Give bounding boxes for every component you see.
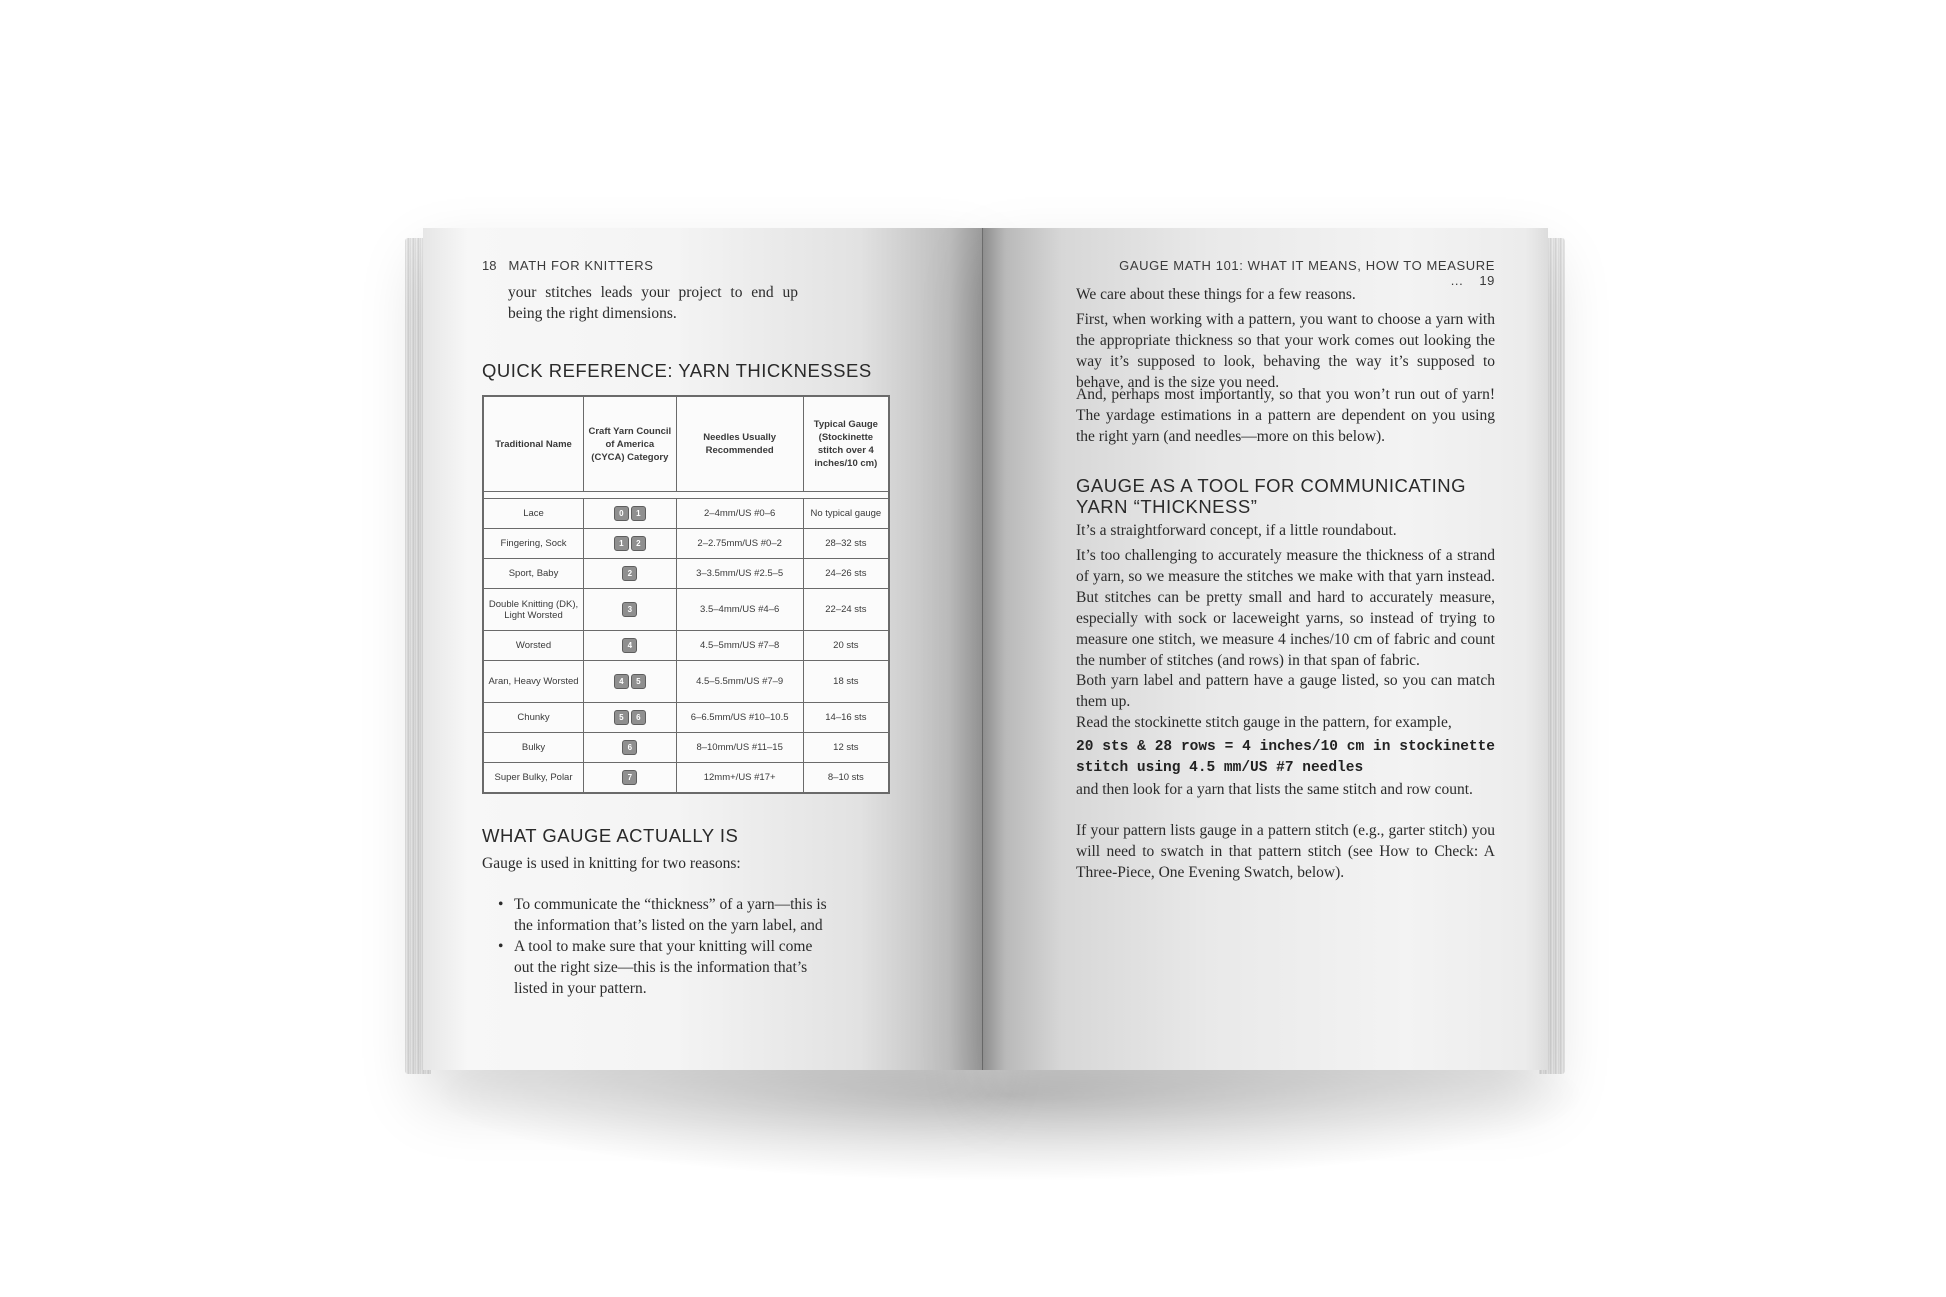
table-row [483, 589, 889, 631]
yarn-traditional-name: Lace [483, 499, 584, 529]
paragraph-first: First, when working with a pattern, you want to choose a yarn with the appropriate thickness so that your work comes out looking the way it’s supposed to look, behaving the way it’s supposed to behave, and is the size you need. [1076, 311, 1495, 391]
yarn-cyca-category [584, 589, 677, 631]
table-row [483, 763, 889, 794]
table-header-typical-gauge: Typical Gauge (Stockinette stitch over 4 inches/10 cm) [803, 396, 889, 492]
yarn-gauge: 20 sts [803, 631, 889, 661]
bullet-text-thickness: To communicate the “thickness” of a yarn—this is the information that’s listed on the yarn label, and [514, 896, 827, 934]
yarn-needles: 6–6.5mm/US #10–10.5 [676, 703, 803, 733]
yarn-needles: 3.5–4mm/US #4–6 [676, 589, 803, 631]
paragraph-match: Both yarn label and pattern have a gauge listed, so you can match them up. [1076, 672, 1495, 710]
yarn-needles: 12mm+/US #17+ [676, 763, 803, 794]
yarn-needles: 4.5–5mm/US #7–8 [676, 631, 803, 661]
yarn-needles: 2–4mm/US #0–6 [676, 499, 803, 529]
left-intro-paragraph: your stitches leads your project to end up being the right dimensions. [508, 284, 798, 322]
heading-yarn-thicknesses: QUICK REFERENCE: YARN THICKNESSES [482, 360, 872, 381]
yarn-weight-icon: 1 [614, 536, 629, 551]
yarn-gauge: 14–16 sts [803, 703, 889, 733]
yarn-needles: 2–2.75mm/US #0–2 [676, 529, 803, 559]
right-page [983, 228, 1548, 1070]
yarn-traditional-name: Worsted [483, 631, 584, 661]
table-header-traditional-name: Traditional Name [483, 396, 584, 492]
yarn-cyca-category [584, 499, 677, 529]
gauge-reasons-list [482, 894, 832, 999]
yarn-table-body [483, 492, 889, 794]
yarn-weight-icon: 3 [622, 602, 637, 617]
yarn-gauge: 18 sts [803, 661, 889, 703]
right-running-title: GAUGE MATH 101: WHAT IT MEANS, HOW TO MEASURE ... [1119, 258, 1495, 288]
heading-gauge-as-tool: GAUGE AS A TOOL FOR COMMUNICATING YARN “THICKNESS” [1076, 475, 1466, 517]
yarn-traditional-name: Chunky [483, 703, 584, 733]
heading-what-gauge-is: WHAT GAUGE ACTUALLY IS [482, 825, 739, 846]
yarn-traditional-name: Bulky [483, 733, 584, 763]
yarn-gauge: 22–24 sts [803, 589, 889, 631]
yarn-cyca-category [584, 661, 677, 703]
yarn-needles: 8–10mm/US #11–15 [676, 733, 803, 763]
yarn-weight-icon: 2 [622, 566, 637, 581]
left-running-title: MATH FOR KNITTERS [508, 258, 654, 273]
paragraph-reasons: We care about these things for a few reasons. [1076, 286, 1356, 303]
table-row [483, 529, 889, 559]
paragraph-concept: It’s a straightforward concept, if a little roundabout. [1076, 522, 1397, 539]
paragraph-read-gauge: Read the stockinette stitch gauge in the pattern, for example, [1076, 714, 1452, 731]
right-page-number: 19 [1479, 273, 1495, 288]
yarn-gauge: 8–10 sts [803, 763, 889, 794]
yarn-weight-icon: 0 [614, 506, 629, 521]
yarn-weight-icon: 5 [631, 674, 646, 689]
yarn-traditional-name: Aran, Heavy Worsted [483, 661, 584, 703]
table-row [483, 733, 889, 763]
left-page-number: 18 [482, 258, 497, 273]
paragraph-pattern-stitch: If your pattern lists gauge in a pattern stitch (e.g., garter stitch) you will need to swatch in that pattern stitch (see How to Check: A Three-Piece, One Evening Swatch, below). [1076, 822, 1495, 881]
yarn-thickness-table [482, 395, 890, 794]
table-row [483, 661, 889, 703]
yarn-cyca-category [584, 763, 677, 794]
yarn-gauge: 28–32 sts [803, 529, 889, 559]
paragraph-yarn-lookup: and then look for a yarn that lists the same stitch and row count. [1076, 781, 1473, 798]
yarn-cyca-category [584, 559, 677, 589]
yarn-cyca-category [584, 529, 677, 559]
yarn-traditional-name: Super Bulky, Polar [483, 763, 584, 794]
yarn-cyca-category [584, 733, 677, 763]
yarn-weight-icon: 4 [614, 674, 629, 689]
yarn-weight-icon: 6 [631, 710, 646, 725]
yarn-weight-icon: 2 [631, 536, 646, 551]
left-page [423, 228, 983, 1070]
yarn-needles: 4.5–5.5mm/US #7–9 [676, 661, 803, 703]
yarn-weight-icon: 7 [622, 770, 637, 785]
table-header-cyca-category: Craft Yarn Council of America (CYCA) Category [584, 396, 677, 492]
yarn-needles: 3–3.5mm/US #2.5–5 [676, 559, 803, 589]
yarn-gauge: 24–26 sts [803, 559, 889, 589]
open-book [405, 228, 1565, 1072]
yarn-traditional-name: Sport, Baby [483, 559, 584, 589]
table-header-needles: Needles Usually Recommended [676, 396, 803, 492]
yarn-traditional-name: Double Knitting (DK), Light Worsted [483, 589, 584, 631]
list-item: • To communicate the “thickness” of a yarn—this is the information that’s listed on the yarn label, and [498, 896, 827, 934]
yarn-weight-icon: 1 [631, 506, 646, 521]
paragraph-yardage: And, perhaps most importantly, so that you won’t run out of yarn! The yardage estimations in a pattern are dependent on you using the right yarn (and needles—more on this below). [1076, 386, 1495, 445]
bullet-text-size: A tool to make sure that your knitting will come out the right size—this is the information that’s listed in your pattern. [514, 938, 813, 997]
yarn-cyca-category [584, 703, 677, 733]
table-row [483, 559, 889, 589]
table-row [483, 499, 889, 529]
yarn-weight-icon: 4 [622, 638, 637, 653]
yarn-gauge: 12 sts [803, 733, 889, 763]
gauge-example-code: 20 sts & 28 rows = 4 inches/10 cm in stockinette stitch using 4.5 mm/US #7 needles [1076, 739, 1495, 776]
paragraph-measure: It’s too challenging to accurately measure the thickness of a strand of yarn, so we measure the stitches we make with that yarn instead. But stitches can be pretty small and hard to accurately measure, especially with sock or laceweight yarns, so instead of trying to measure one stitch, we measure 4 inches/10 cm of fabric and count the number of stitches (and rows) in that span of fabric. [1076, 547, 1495, 669]
table-row [483, 631, 889, 661]
yarn-traditional-name: Fingering, Sock [483, 529, 584, 559]
list-item: • A tool to make sure that your knitting will come out the right size—this is the information that’s listed in your pattern. [498, 938, 813, 997]
yarn-gauge: No typical gauge [803, 499, 889, 529]
gauge-intro-paragraph: Gauge is used in knitting for two reasons: [482, 855, 741, 872]
table-row [483, 703, 889, 733]
yarn-weight-icon: 5 [614, 710, 629, 725]
yarn-cyca-category [584, 631, 677, 661]
yarn-weight-icon: 6 [622, 740, 637, 755]
left-running-header [482, 258, 653, 273]
